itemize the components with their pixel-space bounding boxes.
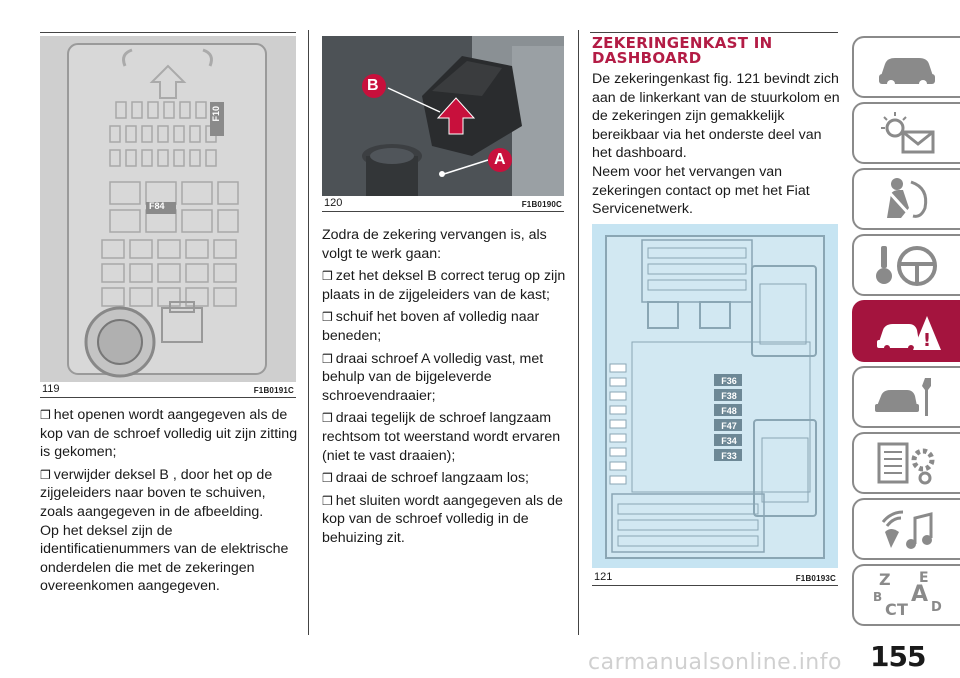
tab-maintenance[interactable]	[852, 366, 960, 428]
callout-label-a: A	[494, 151, 506, 168]
technical-data-icon	[871, 438, 943, 488]
checkbox-bullet-icon: ❒	[322, 411, 333, 426]
col3-text	[592, 70, 842, 223]
emergency-icon	[871, 306, 943, 356]
figure-120-caption	[322, 196, 564, 212]
col1-text	[40, 406, 298, 600]
figure-119-caption	[40, 382, 296, 398]
list-item: ❒ het openen wordt aangegeven als de kop van de schroef volledig uit zijn zitting is gekomen;	[40, 407, 298, 461]
list-item: ❒ het sluiten wordt aangegeven als de kop van de schroef volledig in de behuizing zit.	[322, 492, 563, 546]
warning-lights-icon	[871, 108, 943, 158]
list-item: ❒ draai tegelijk de schroef langzaam rechtsom tot weerstand wordt ervaren (niet te vast draaien);	[322, 410, 561, 464]
figure-121-dashboard-fusebox	[592, 224, 838, 568]
figure-119-fuse-cover	[40, 36, 296, 382]
fuse-label: F36	[721, 376, 737, 386]
fuse-label: F38	[721, 391, 737, 401]
maintenance-icon	[871, 372, 943, 422]
top-rule-col1	[40, 32, 296, 33]
fuse-label-f84: F84	[149, 201, 165, 211]
checkbox-bullet-icon: ❒	[40, 467, 51, 482]
tab-starting-driving[interactable]	[852, 234, 960, 296]
fuse-cover-drawing	[40, 36, 296, 382]
callout-label-b: B	[367, 77, 379, 94]
list-item: ❒ verwijder deksel B , door het op de zijgeleiders naar boven te schuiven, zoals aangegeven in de afbeelding.	[40, 466, 273, 520]
figure-121-caption	[592, 568, 838, 586]
tab-technical-data[interactable]	[852, 432, 960, 494]
list-item: ❒ schuif het boven af volledig naar beneden;	[322, 309, 540, 344]
figure-number: 120	[324, 197, 343, 209]
tab-warning-lights[interactable]	[852, 102, 960, 164]
tab-safety[interactable]	[852, 168, 960, 230]
tab-dashboard[interactable]	[852, 36, 960, 98]
watermark: carmanualsonline.info	[588, 650, 842, 675]
checkbox-bullet-icon: ❒	[322, 310, 333, 325]
col2-text	[322, 226, 568, 552]
figure-number: 119	[42, 383, 60, 395]
checkbox-bullet-icon: ❒	[322, 269, 333, 284]
svg-text:!: !	[922, 330, 932, 351]
tab-multimedia[interactable]	[852, 498, 960, 560]
figure-code: F1B0191C	[253, 386, 294, 395]
list-item: ❒ zet het deksel B correct terug op zijn plaats in de zijgeleiders van de kast;	[322, 268, 566, 303]
car-dashboard-icon	[871, 42, 943, 92]
column-divider-left	[308, 30, 309, 635]
fuse-label-list	[715, 374, 743, 464]
list-item: ❒ draai de schroef langzaam los;	[322, 470, 529, 487]
tab-index[interactable]	[852, 564, 960, 626]
figure-number: 121	[594, 571, 613, 583]
checkbox-bullet-icon: ❒	[322, 493, 333, 508]
page-number: 155	[870, 640, 926, 673]
section-heading: ZEKERINGENKAST IN DASHBOARD	[592, 34, 773, 67]
checkbox-bullet-icon: ❒	[40, 408, 51, 422]
checkbox-bullet-icon: ❒	[322, 351, 333, 366]
paragraph: Op het deksel zijn de identificatienummers van de elektrische onderdelen die met de zekeringen overeenkomen aangegeven.	[40, 522, 289, 595]
paragraph: De zekeringenkast fig. 121 bevindt zich aan de linkerkant van de stuurkolom en de zekeringen zijn gemakkelijk bereikbaar via het onderste deel van het dashboard.	[592, 71, 840, 162]
top-rule-col3	[590, 32, 838, 33]
steering-wheel-icon	[871, 240, 943, 290]
fuse-label-f10: F10	[211, 106, 221, 122]
figure-120-engine-fusebox	[322, 36, 564, 196]
engine-photo-drawing	[322, 36, 564, 196]
fuse-label: F47	[721, 421, 737, 431]
figure-code: F1B0190C	[521, 200, 562, 209]
fuse-label: F34	[721, 436, 737, 446]
intro-paragraph: Zodra de zekering vervangen is, als volgt te werk gaan:	[322, 227, 547, 262]
index-icon: Z E B A C D T	[873, 570, 942, 619]
seatbelt-airbag-icon	[871, 174, 943, 224]
figure-code: F1B0193C	[795, 574, 836, 583]
list-item: ❒ draai schroef A volledig vast, met behulp van de bijgeleverde schroevendraaier;	[322, 350, 544, 404]
column-divider-right	[578, 30, 579, 635]
multimedia-icon	[871, 504, 943, 554]
checkbox-bullet-icon: ❒	[322, 471, 333, 486]
fuse-label: F33	[721, 451, 737, 461]
paragraph: Neem voor het vervangen van zekeringen contact op met het Fiat Servicenetwerk.	[592, 163, 810, 218]
fuse-label: F48	[721, 406, 737, 416]
tab-emergency[interactable]	[852, 300, 960, 362]
